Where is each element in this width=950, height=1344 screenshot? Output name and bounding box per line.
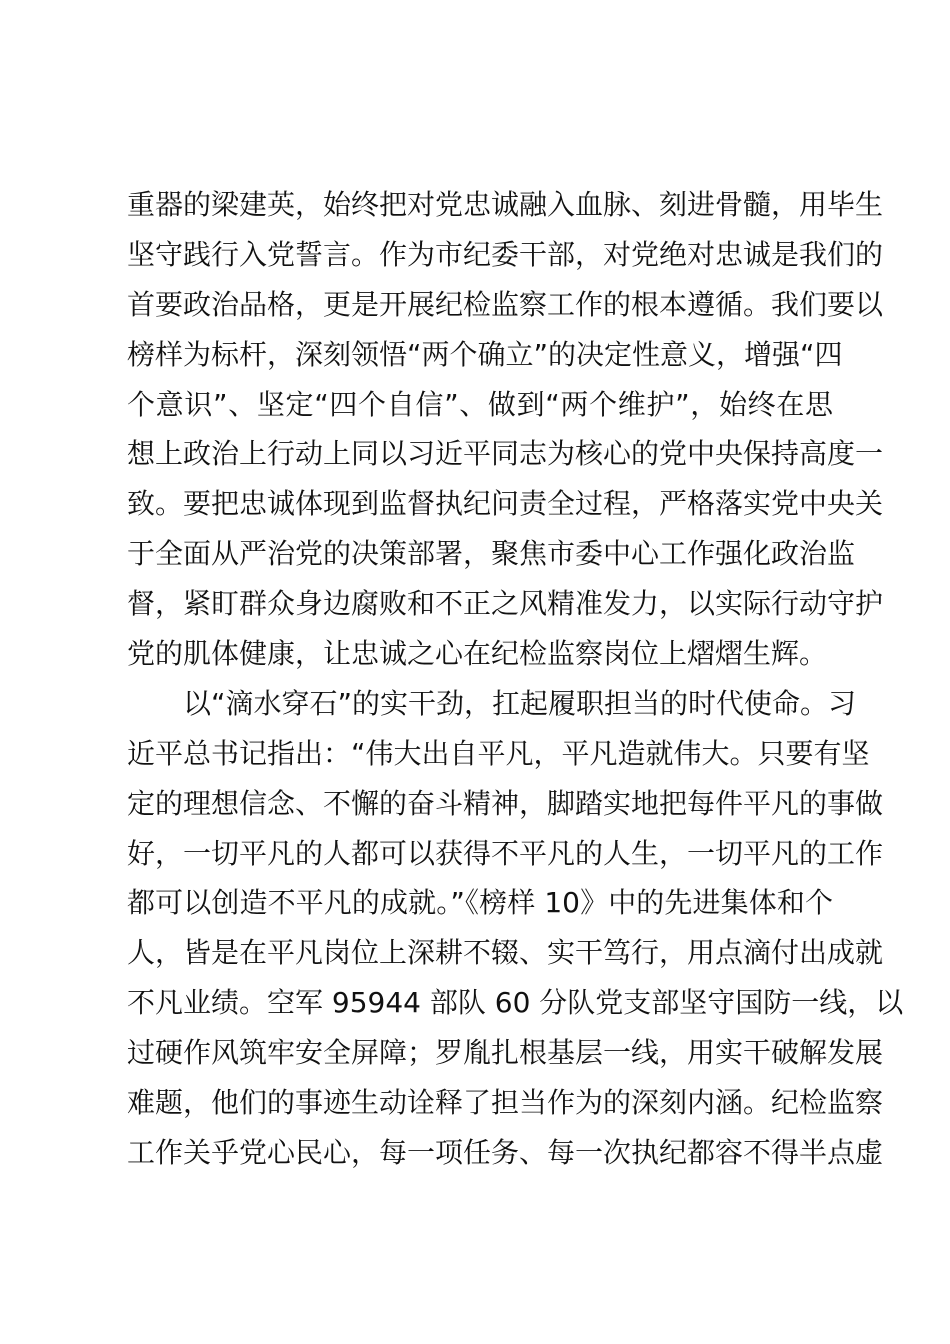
text-line: 工作关乎党心民心，每一项任务、每一次执纪都容不得半点虚 bbox=[127, 1135, 884, 1169]
text-line: 定的理想信念、不懈的奋斗精神，脚踏实地把每件平凡的事做 bbox=[127, 786, 884, 820]
text-line: 党的肌体健康，让忠诚之心在纪检监察岗位上熠熠生辉。 bbox=[127, 637, 828, 671]
text-line: 近平总书记指出：“伟大出自平凡，平凡造就伟大。只要有坚 bbox=[127, 736, 870, 770]
text-line: 都可以创造不平凡的成就。”《榜样 10》中的先进集体和个 bbox=[127, 886, 833, 920]
text-line: 重器的梁建英，始终把对党忠诚融入血脉、刻进骨髓，用毕生 bbox=[127, 188, 884, 221]
text-line: 人，皆是在平凡岗位上深耕不辍、实干笃行，用点滴付出成就 bbox=[127, 936, 884, 970]
text-line: 榜样为标杆，深刻领悟“两个确立”的决定性意义，增强“四 bbox=[127, 337, 843, 371]
paragraph-diligence bbox=[127, 679, 904, 1178]
text-line: 好，一切平凡的人都可以获得不平凡的人生，一切平凡的工作 bbox=[127, 836, 884, 870]
text-line: 想上政治上行动上同以习近平同志为核心的党中央保持高度一 bbox=[127, 437, 884, 471]
text-line: 坚守践行入党誓言。作为市纪委干部，对党绝对忠诚是我们的 bbox=[127, 237, 884, 271]
text-line: 以“滴水穿石”的实干劲，扛起履职担当的时代使命。习 bbox=[183, 686, 857, 720]
text-line: 个意识”、坚定“四个自信”、做到“两个维护”，始终在思 bbox=[127, 387, 833, 421]
paragraph-loyalty bbox=[127, 180, 884, 679]
document-body bbox=[127, 180, 904, 1178]
text-line: 不凡业绩。空军 95944 部队 60 分队党支部坚守国防一线，以 bbox=[127, 986, 904, 1020]
text-line: 过硬作风筑牢安全屏障；罗胤扎根基层一线，用实干破解发展 bbox=[127, 1036, 884, 1070]
text-line: 于全面从严治党的决策部署，聚焦市委中心工作强化政治监 bbox=[127, 537, 856, 571]
text-line: 首要政治品格，更是开展纪检监察工作的根本遵循。我们要以 bbox=[127, 287, 884, 321]
text-line: 致。要把忠诚体现到监督执纪问责全过程，严格落实党中央关 bbox=[127, 487, 884, 521]
text-line: 督，紧盯群众身边腐败和不正之风精准发力，以实际行动守护 bbox=[127, 587, 884, 621]
text-line: 难题，他们的事迹生动诠释了担当作为的深刻内涵。纪检监察 bbox=[127, 1086, 884, 1120]
